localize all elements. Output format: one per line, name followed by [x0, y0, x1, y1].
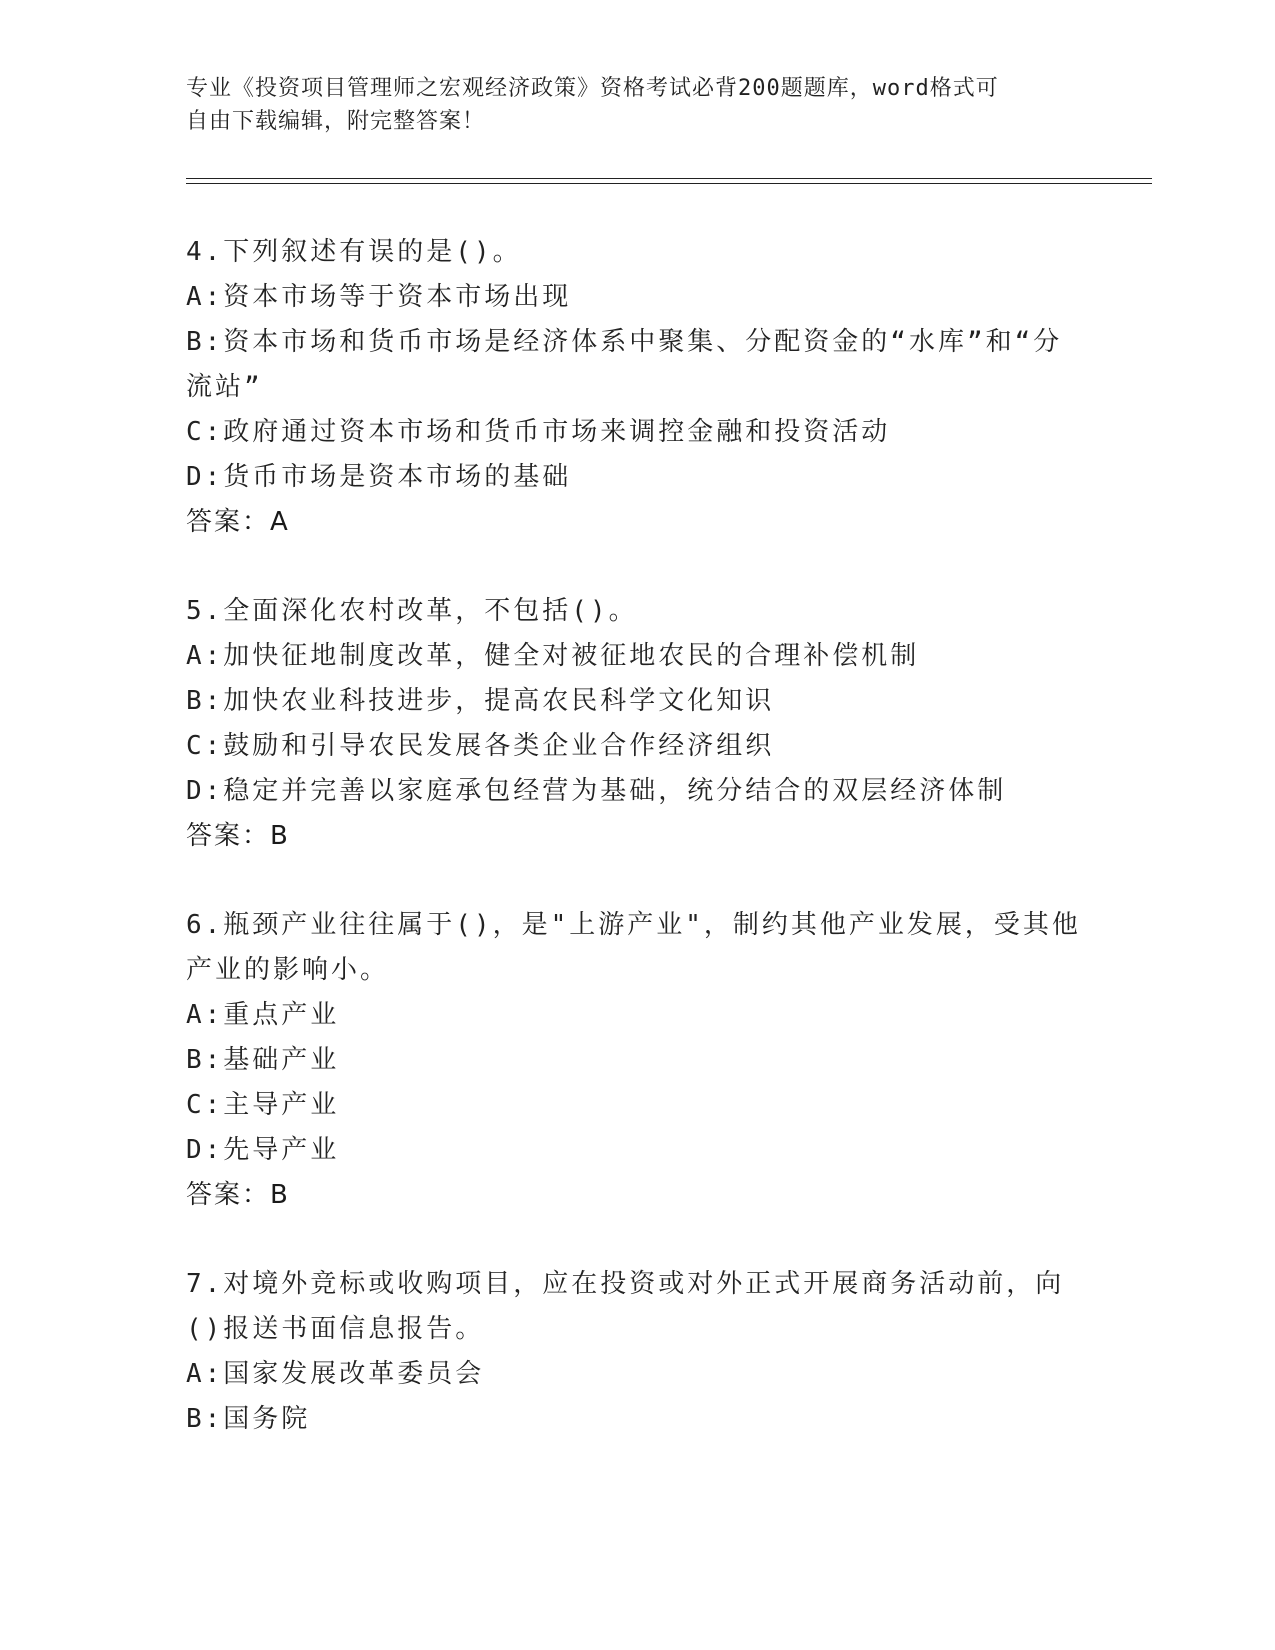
answer-line: 答案：B [186, 821, 290, 851]
question-stem: 5.全面深化农村改革，不包括()。 [186, 596, 638, 626]
answer-line: 答案：B [186, 1180, 290, 1210]
question-item [186, 230, 1086, 545]
document-header [186, 72, 1066, 138]
option-d: D:货币市场是资本市场的基础 [186, 462, 572, 492]
option-d: D:先导产业 [186, 1135, 340, 1165]
option-b: B:加快农业科技进步，提高农民科学文化知识 [186, 686, 775, 716]
option-a: A:资本市场等于资本市场出现 [186, 282, 572, 312]
question-stem: 4.下列叙述有误的是()。 [186, 237, 522, 267]
header-divider-bottom [186, 183, 1152, 184]
option-a: A:重点产业 [186, 1000, 340, 1030]
header-line-2: 自由下载编辑，附完整答案！ [186, 109, 486, 134]
question-item [186, 589, 1086, 859]
option-a: A:加快征地制度改革，健全对被征地农民的合理补偿机制 [186, 641, 920, 671]
option-c: C:主导产业 [186, 1090, 340, 1120]
option-b: B:基础产业 [186, 1045, 340, 1075]
option-c: C:政府通过资本市场和货币市场来调控金融和投资活动 [186, 417, 891, 447]
question-stem: 6.瓶颈产业往往属于()，是"上游产业"，制约其他产业发展，受其他产业的影响小。 [186, 910, 1081, 985]
answer-line: 答案：A [186, 507, 290, 537]
option-a: A:国家发展改革委员会 [186, 1359, 485, 1389]
question-item [186, 903, 1086, 1218]
header-divider-top [186, 178, 1152, 179]
question-list [186, 230, 1086, 1486]
option-d: D:稳定并完善以家庭承包经营为基础，统分结合的双层经济体制 [186, 776, 1007, 806]
question-item [186, 1262, 1086, 1442]
option-b: B:资本市场和货币市场是经济体系中聚集、分配资金的“水库”和“分流站” [186, 327, 1063, 402]
option-c: C:鼓励和引导农民发展各类企业合作经济组织 [186, 731, 775, 761]
header-line-1: 专业《投资项目管理师之宏观经济政策》资格考试必背200题题库，word格式可 [186, 76, 999, 101]
question-stem: 7.对境外竞标或收购项目，应在投资或对外正式开展商务活动前，向()报送书面信息报告。 [186, 1269, 1065, 1344]
option-b: B:国务院 [186, 1404, 311, 1434]
